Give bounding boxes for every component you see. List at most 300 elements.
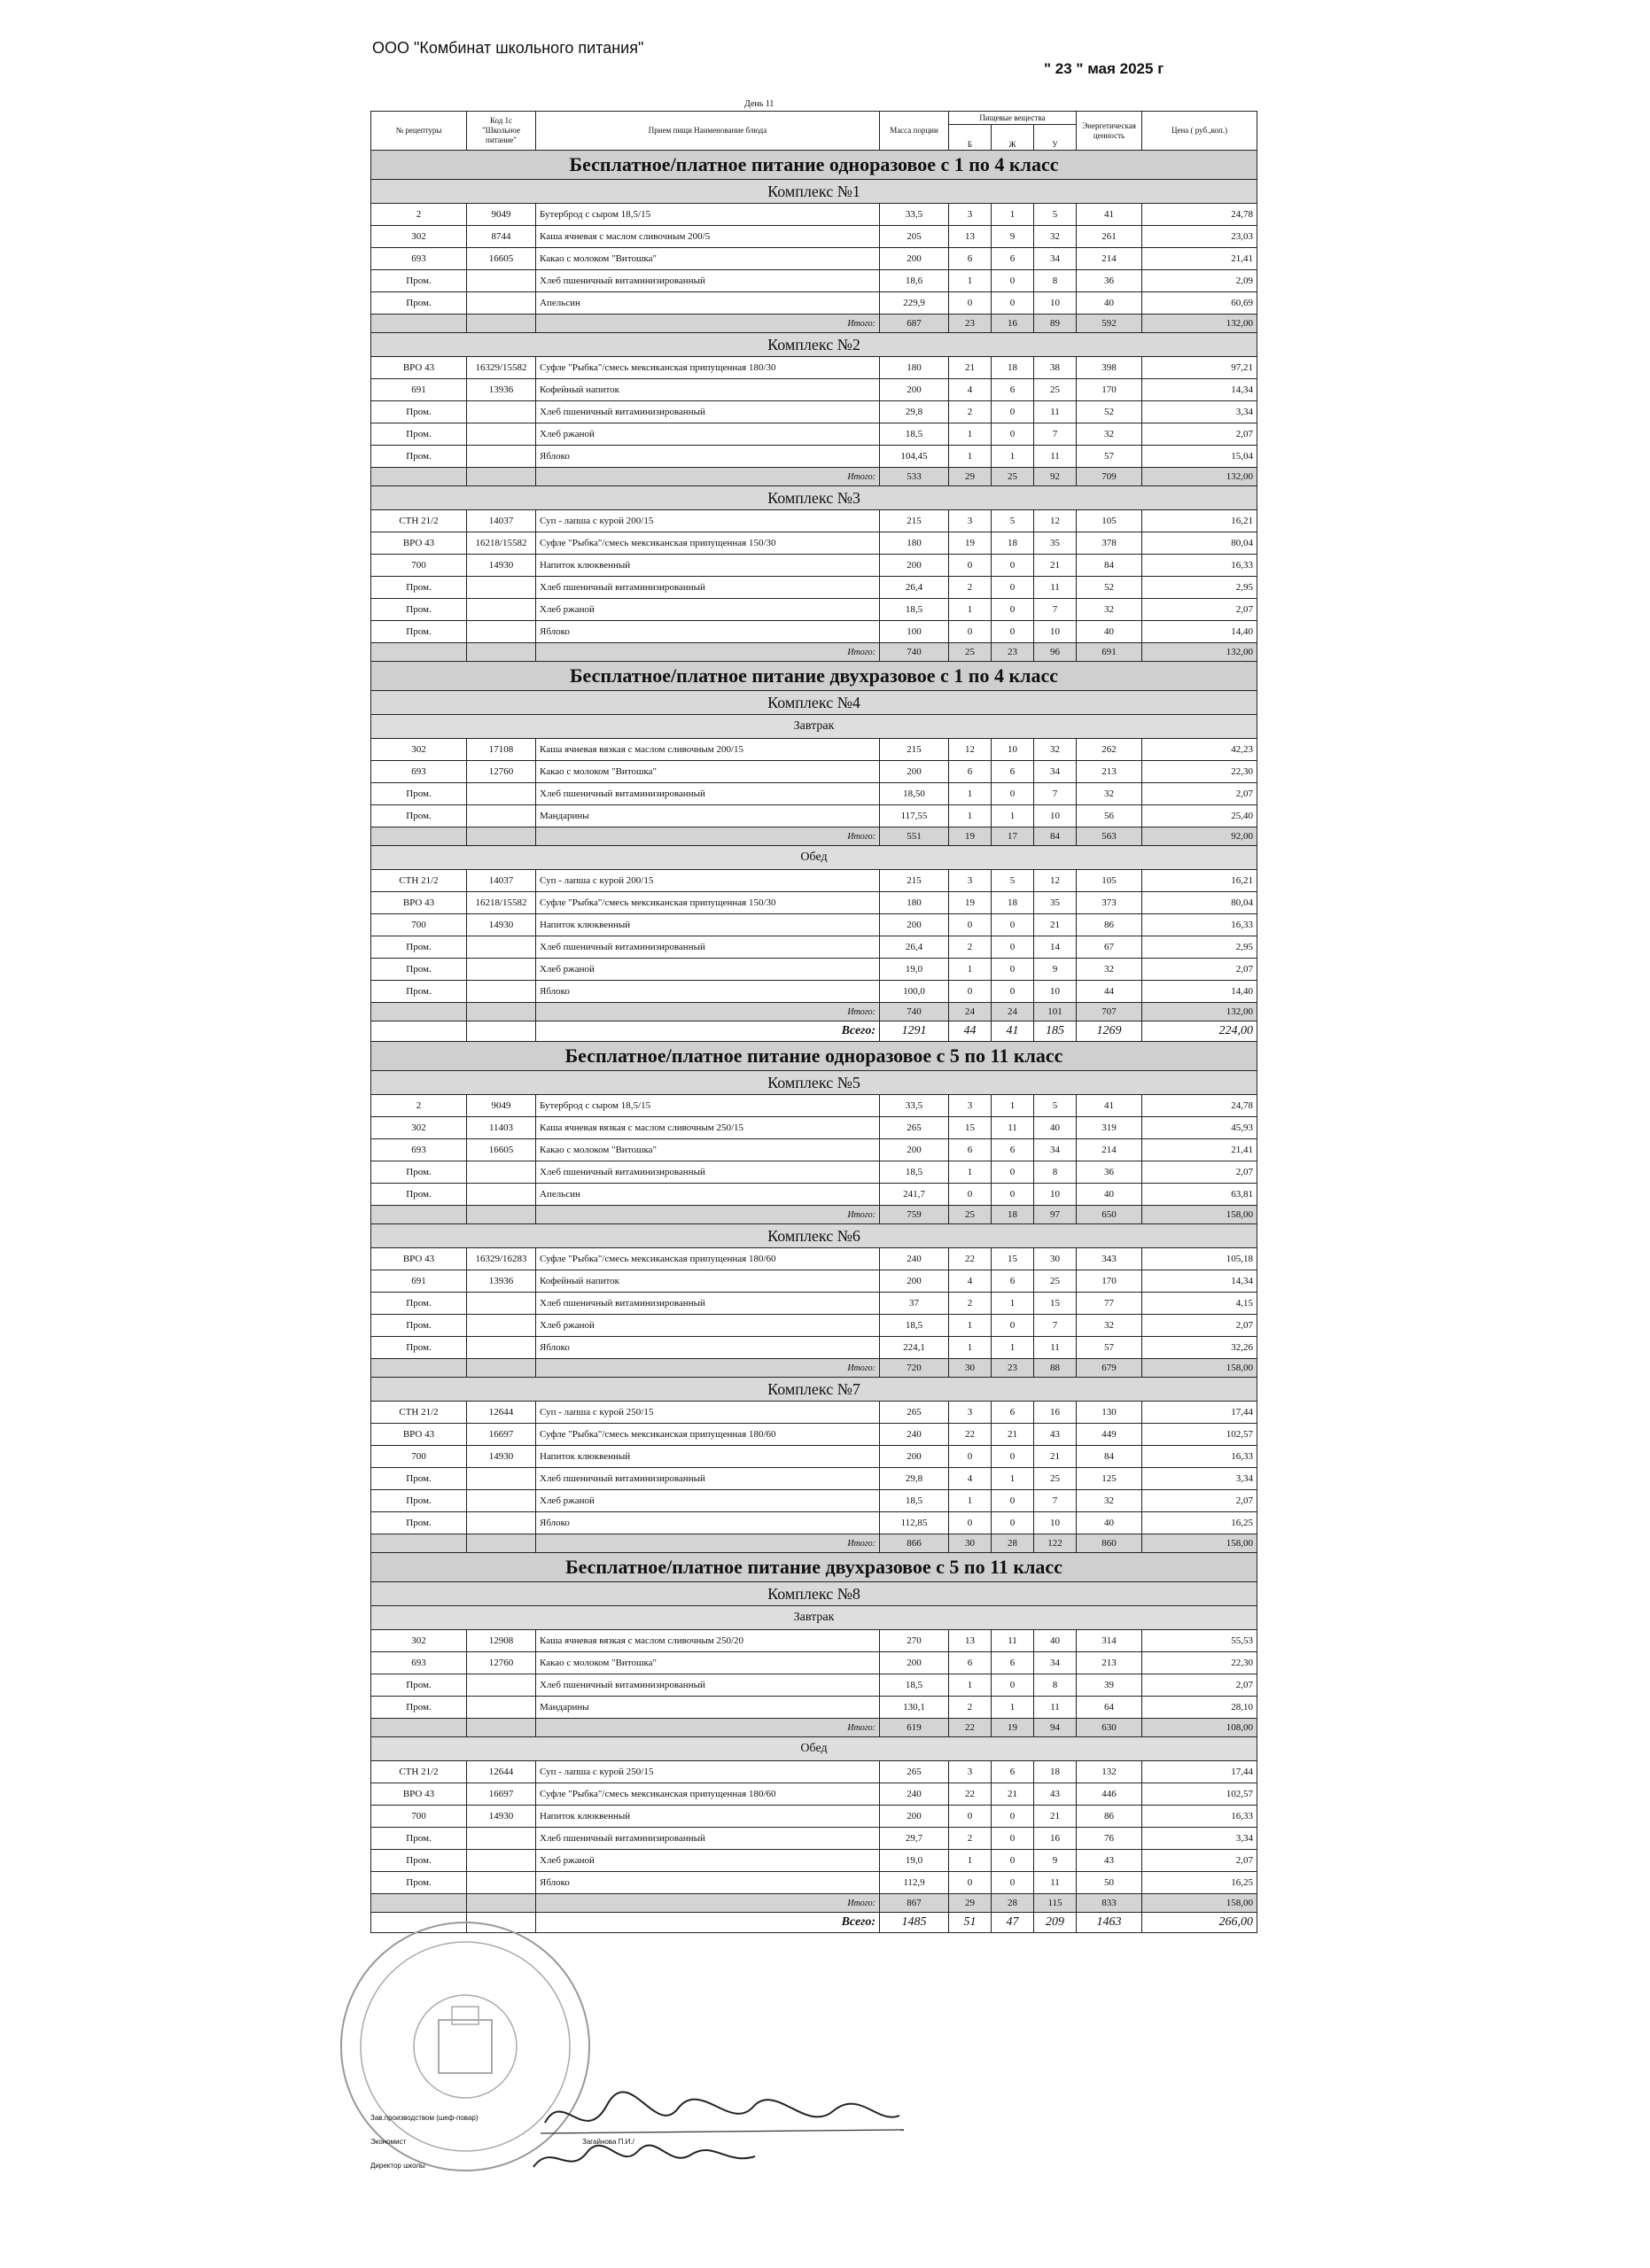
energy-cell: 125 <box>1077 1468 1142 1490</box>
table-row <box>371 1490 1257 1512</box>
grand-protein: 44 <box>949 1021 992 1042</box>
table-row <box>371 379 1257 401</box>
fat-cell: 21 <box>992 1783 1034 1806</box>
complex-title: Комплекс №3 <box>371 486 1257 510</box>
total-protein: 29 <box>949 1894 992 1913</box>
dish-cell: Напиток клюквенный <box>536 914 880 936</box>
code-cell: 16218/15582 <box>467 892 536 914</box>
fat-cell: 1 <box>992 1095 1034 1117</box>
energy-cell: 52 <box>1077 401 1142 423</box>
carb-cell: 34 <box>1034 1139 1077 1161</box>
table-row <box>371 555 1257 577</box>
protein-cell: 12 <box>949 739 992 761</box>
fat-cell: 21 <box>992 1424 1034 1446</box>
protein-cell: 15 <box>949 1117 992 1139</box>
header-mass: Масса порции <box>880 112 949 151</box>
table-row <box>371 510 1257 532</box>
fat-cell: 18 <box>992 892 1034 914</box>
protein-cell: 13 <box>949 226 992 248</box>
protein-cell: 4 <box>949 1468 992 1490</box>
complex-row <box>371 691 1257 715</box>
fat-cell: 0 <box>992 423 1034 446</box>
handwritten-signatures <box>523 2080 922 2178</box>
recipe-cell: 691 <box>371 1270 467 1293</box>
mass-cell: 37 <box>880 1293 949 1315</box>
recipe-cell: Пром. <box>371 270 467 292</box>
energy-cell: 36 <box>1077 270 1142 292</box>
protein-cell: 1 <box>949 1850 992 1872</box>
protein-cell: 0 <box>949 1872 992 1894</box>
section-title: Бесплатное/платное питание двухразовое с 1 по 4 класс <box>371 662 1257 691</box>
price-cell: 14,34 <box>1142 1270 1257 1293</box>
mass-cell: 205 <box>880 226 949 248</box>
table-row <box>371 1117 1257 1139</box>
footer-director-label: Директор школы <box>370 2162 425 2170</box>
mass-cell: 19,0 <box>880 1850 949 1872</box>
protein-cell: 6 <box>949 248 992 270</box>
section-title: Бесплатное/платное питание одноразовое с 5 по 11 класс <box>371 1042 1257 1071</box>
code-cell: 9049 <box>467 204 536 226</box>
code-cell <box>467 1468 536 1490</box>
price-cell: 16,21 <box>1142 510 1257 532</box>
total-row <box>371 827 1257 846</box>
total-protein: 25 <box>949 1206 992 1224</box>
protein-cell: 2 <box>949 577 992 599</box>
carb-cell: 25 <box>1034 1468 1077 1490</box>
protein-cell: 6 <box>949 1652 992 1674</box>
code-cell <box>467 936 536 959</box>
mass-cell: 215 <box>880 870 949 892</box>
total-energy: 709 <box>1077 468 1142 486</box>
energy-cell: 398 <box>1077 357 1142 379</box>
table-row <box>371 783 1257 805</box>
energy-cell: 40 <box>1077 1184 1142 1206</box>
energy-cell: 213 <box>1077 761 1142 783</box>
recipe-cell: СТН 21/2 <box>371 870 467 892</box>
dish-cell: Хлеб пшеничный витаминизированный <box>536 936 880 959</box>
protein-cell: 6 <box>949 1139 992 1161</box>
code-cell: 16697 <box>467 1783 536 1806</box>
fat-cell: 9 <box>992 226 1034 248</box>
energy-cell: 52 <box>1077 577 1142 599</box>
complex-row <box>371 333 1257 357</box>
table-row <box>371 248 1257 270</box>
price-cell: 2,07 <box>1142 599 1257 621</box>
recipe-cell: ВРО 43 <box>371 1424 467 1446</box>
total-carb: 101 <box>1034 1003 1077 1021</box>
protein-cell: 0 <box>949 1446 992 1468</box>
recipe-cell: ВРО 43 <box>371 357 467 379</box>
grand-energy: 1269 <box>1077 1021 1142 1042</box>
organization-name: ООО "Комбинат школьного питания" <box>372 39 644 57</box>
fat-cell: 1 <box>992 1293 1034 1315</box>
code-cell: 12644 <box>467 1761 536 1783</box>
fat-cell: 0 <box>992 270 1034 292</box>
fat-cell: 6 <box>992 379 1034 401</box>
table-row <box>371 270 1257 292</box>
mass-cell: 224,1 <box>880 1337 949 1359</box>
energy-cell: 170 <box>1077 1270 1142 1293</box>
table-row <box>371 870 1257 892</box>
dish-cell: Хлеб ржаной <box>536 423 880 446</box>
total-mass: 720 <box>880 1359 949 1378</box>
protein-cell: 0 <box>949 1184 992 1206</box>
mass-cell: 180 <box>880 357 949 379</box>
energy-cell: 261 <box>1077 226 1142 248</box>
energy-cell: 41 <box>1077 204 1142 226</box>
table-row <box>371 292 1257 315</box>
price-cell: 4,15 <box>1142 1293 1257 1315</box>
price-cell: 17,44 <box>1142 1402 1257 1424</box>
total-row <box>371 1003 1257 1021</box>
recipe-cell: 302 <box>371 1630 467 1652</box>
dish-cell: Хлеб пшеничный витаминизированный <box>536 270 880 292</box>
carb-cell: 8 <box>1034 270 1077 292</box>
total-energy: 860 <box>1077 1534 1142 1553</box>
recipe-cell: Пром. <box>371 1490 467 1512</box>
total-price: 132,00 <box>1142 1003 1257 1021</box>
fat-cell: 15 <box>992 1248 1034 1270</box>
protein-cell: 1 <box>949 446 992 468</box>
energy-cell: 170 <box>1077 379 1142 401</box>
total-label: Итого: <box>536 315 880 333</box>
total-price: 158,00 <box>1142 1206 1257 1224</box>
protein-cell: 19 <box>949 892 992 914</box>
recipe-cell: Пром. <box>371 783 467 805</box>
energy-cell: 132 <box>1077 1761 1142 1783</box>
energy-cell: 446 <box>1077 1783 1142 1806</box>
recipe-cell: 700 <box>371 914 467 936</box>
price-cell: 16,33 <box>1142 1806 1257 1828</box>
dish-cell: Яблоко <box>536 1337 880 1359</box>
fat-cell: 0 <box>992 1674 1034 1697</box>
table-row <box>371 959 1257 981</box>
grand-price: 224,00 <box>1142 1021 1257 1042</box>
fat-cell: 10 <box>992 739 1034 761</box>
fat-cell: 0 <box>992 577 1034 599</box>
total-label: Итого: <box>536 1894 880 1913</box>
protein-cell: 1 <box>949 959 992 981</box>
protein-cell: 0 <box>949 914 992 936</box>
dish-cell: Хлеб пшеничный витаминизированный <box>536 1828 880 1850</box>
energy-cell: 130 <box>1077 1402 1142 1424</box>
code-cell: 12908 <box>467 1630 536 1652</box>
energy-cell: 50 <box>1077 1872 1142 1894</box>
carb-cell: 8 <box>1034 1161 1077 1184</box>
total-carb: 89 <box>1034 315 1077 333</box>
protein-cell: 3 <box>949 870 992 892</box>
fat-cell: 0 <box>992 401 1034 423</box>
document-date: " 23 " мая 2025 г <box>1044 60 1164 77</box>
carb-cell: 11 <box>1034 1337 1077 1359</box>
protein-cell: 0 <box>949 1512 992 1534</box>
fat-cell: 0 <box>992 783 1034 805</box>
meal-row <box>371 715 1257 739</box>
carb-cell: 12 <box>1034 510 1077 532</box>
complex-title: Комплекс №8 <box>371 1582 1257 1606</box>
protein-cell: 1 <box>949 1315 992 1337</box>
section-title: Бесплатное/платное питание одноразовое с 1 по 4 класс <box>371 151 1257 180</box>
fat-cell: 6 <box>992 761 1034 783</box>
recipe-cell: Пром. <box>371 577 467 599</box>
menu-body <box>371 151 1257 1933</box>
protein-cell: 3 <box>949 510 992 532</box>
dish-cell: Яблоко <box>536 446 880 468</box>
dish-cell: Каша ячневая вязкая с маслом сливочным 250/20 <box>536 1630 880 1652</box>
table-row <box>371 1095 1257 1117</box>
complex-title: Комплекс №7 <box>371 1378 1257 1402</box>
fat-cell: 0 <box>992 1446 1034 1468</box>
code-cell: 13936 <box>467 1270 536 1293</box>
total-label: Итого: <box>536 1719 880 1737</box>
code-cell <box>467 1850 536 1872</box>
dish-cell: Хлеб ржаной <box>536 959 880 981</box>
carb-cell: 11 <box>1034 1697 1077 1719</box>
recipe-cell: Пром. <box>371 599 467 621</box>
carb-cell: 7 <box>1034 599 1077 621</box>
total-energy: 679 <box>1077 1359 1142 1378</box>
mass-cell: 18,5 <box>880 1161 949 1184</box>
fat-cell: 11 <box>992 1630 1034 1652</box>
table-row <box>371 1248 1257 1270</box>
complex-row <box>371 1224 1257 1248</box>
protein-cell: 2 <box>949 1828 992 1850</box>
recipe-cell: ВРО 43 <box>371 892 467 914</box>
recipe-cell: 700 <box>371 1446 467 1468</box>
code-cell <box>467 1315 536 1337</box>
complex-row <box>371 486 1257 510</box>
table-row <box>371 1850 1257 1872</box>
carb-cell: 43 <box>1034 1424 1077 1446</box>
mass-cell: 265 <box>880 1402 949 1424</box>
recipe-cell: 302 <box>371 1117 467 1139</box>
meal-title: Обед <box>371 846 1257 870</box>
protein-cell: 4 <box>949 1270 992 1293</box>
total-energy: 691 <box>1077 643 1142 662</box>
total-fat: 25 <box>992 468 1034 486</box>
total-price: 132,00 <box>1142 315 1257 333</box>
carb-cell: 34 <box>1034 1652 1077 1674</box>
recipe-cell: Пром. <box>371 401 467 423</box>
table-row <box>371 1468 1257 1490</box>
table-row <box>371 1697 1257 1719</box>
section-banner <box>371 1042 1257 1071</box>
code-cell <box>467 621 536 643</box>
fat-cell: 0 <box>992 1490 1034 1512</box>
section-title: Бесплатное/платное питание двухразовое с 5 по 11 класс <box>371 1553 1257 1582</box>
recipe-cell: ВРО 43 <box>371 532 467 555</box>
table-row <box>371 621 1257 643</box>
protein-cell: 4 <box>949 379 992 401</box>
mass-cell: 200 <box>880 1806 949 1828</box>
carb-cell: 10 <box>1034 981 1077 1003</box>
carb-cell: 21 <box>1034 1446 1077 1468</box>
code-cell <box>467 1184 536 1206</box>
fat-cell: 0 <box>992 1850 1034 1872</box>
price-cell: 3,34 <box>1142 1468 1257 1490</box>
mass-cell: 180 <box>880 892 949 914</box>
table-row <box>371 1783 1257 1806</box>
price-cell: 60,69 <box>1142 292 1257 315</box>
fat-cell: 0 <box>992 621 1034 643</box>
energy-cell: 86 <box>1077 1806 1142 1828</box>
dish-cell: Суфле "Рыбка"/смесь мексиканская припущенная 180/60 <box>536 1783 880 1806</box>
protein-cell: 3 <box>949 204 992 226</box>
total-price: 132,00 <box>1142 468 1257 486</box>
dish-cell: Каша ячневая с маслом сливочным 200/5 <box>536 226 880 248</box>
dish-cell: Какао с молоком "Витошка" <box>536 248 880 270</box>
protein-cell: 1 <box>949 1490 992 1512</box>
protein-cell: 1 <box>949 1674 992 1697</box>
code-cell: 14037 <box>467 510 536 532</box>
dish-cell: Хлеб пшеничный витаминизированный <box>536 1293 880 1315</box>
grand-protein: 51 <box>949 1913 992 1933</box>
protein-cell: 1 <box>949 1337 992 1359</box>
recipe-cell: Пром. <box>371 1161 467 1184</box>
fat-cell: 1 <box>992 1697 1034 1719</box>
price-cell: 14,34 <box>1142 379 1257 401</box>
total-price: 158,00 <box>1142 1534 1257 1553</box>
fat-cell: 1 <box>992 446 1034 468</box>
total-carb: 88 <box>1034 1359 1077 1378</box>
code-cell <box>467 959 536 981</box>
price-cell: 16,25 <box>1142 1512 1257 1534</box>
mass-cell: 112,9 <box>880 1872 949 1894</box>
energy-cell: 44 <box>1077 981 1142 1003</box>
fat-cell: 6 <box>992 1402 1034 1424</box>
carb-cell: 8 <box>1034 1674 1077 1697</box>
fat-cell: 6 <box>992 248 1034 270</box>
table-row <box>371 761 1257 783</box>
energy-cell: 32 <box>1077 1490 1142 1512</box>
recipe-cell: Пром. <box>371 1872 467 1894</box>
total-energy: 592 <box>1077 315 1142 333</box>
total-protein: 25 <box>949 643 992 662</box>
price-cell: 105,18 <box>1142 1248 1257 1270</box>
carb-cell: 11 <box>1034 1872 1077 1894</box>
code-cell: 8744 <box>467 226 536 248</box>
recipe-cell: 2 <box>371 204 467 226</box>
price-cell: 24,78 <box>1142 1095 1257 1117</box>
price-cell: 63,81 <box>1142 1184 1257 1206</box>
fat-cell: 0 <box>992 1512 1034 1534</box>
carb-cell: 16 <box>1034 1402 1077 1424</box>
carb-cell: 12 <box>1034 870 1077 892</box>
table-row <box>371 1402 1257 1424</box>
carb-cell: 30 <box>1034 1248 1077 1270</box>
dish-cell: Хлеб пшеничный витаминизированный <box>536 1161 880 1184</box>
mass-cell: 200 <box>880 914 949 936</box>
recipe-cell: Пром. <box>371 959 467 981</box>
total-row <box>371 1719 1257 1737</box>
protein-cell: 0 <box>949 1806 992 1828</box>
dish-cell: Яблоко <box>536 1512 880 1534</box>
price-cell: 14,40 <box>1142 621 1257 643</box>
code-cell <box>467 1674 536 1697</box>
energy-cell: 67 <box>1077 936 1142 959</box>
dish-cell: Кофейный напиток <box>536 1270 880 1293</box>
table-row <box>371 936 1257 959</box>
table-row <box>371 1806 1257 1828</box>
total-fat: 19 <box>992 1719 1034 1737</box>
fat-cell: 6 <box>992 1139 1034 1161</box>
total-fat: 18 <box>992 1206 1034 1224</box>
code-cell: 14930 <box>467 1806 536 1828</box>
energy-cell: 40 <box>1077 621 1142 643</box>
table-row <box>371 1270 1257 1293</box>
total-mass: 740 <box>880 643 949 662</box>
price-cell: 2,07 <box>1142 1490 1257 1512</box>
fat-cell: 18 <box>992 357 1034 379</box>
total-carb: 115 <box>1034 1894 1077 1913</box>
dish-cell: Суп - лапша с курой 200/15 <box>536 870 880 892</box>
carb-cell: 11 <box>1034 577 1077 599</box>
fat-cell: 0 <box>992 292 1034 315</box>
total-mass: 533 <box>880 468 949 486</box>
protein-cell: 1 <box>949 599 992 621</box>
protein-cell: 2 <box>949 1293 992 1315</box>
total-fat: 23 <box>992 643 1034 662</box>
dish-cell: Какао с молоком "Витошка" <box>536 761 880 783</box>
table-row <box>371 532 1257 555</box>
protein-cell: 1 <box>949 783 992 805</box>
mass-cell: 18,5 <box>880 1315 949 1337</box>
code-cell <box>467 401 536 423</box>
code-cell: 12760 <box>467 761 536 783</box>
price-cell: 102,57 <box>1142 1783 1257 1806</box>
total-energy: 650 <box>1077 1206 1142 1224</box>
dish-cell: Напиток клюквенный <box>536 1806 880 1828</box>
carb-cell: 14 <box>1034 936 1077 959</box>
total-fat: 28 <box>992 1894 1034 1913</box>
total-energy: 630 <box>1077 1719 1142 1737</box>
carb-cell: 5 <box>1034 1095 1077 1117</box>
carb-cell: 21 <box>1034 914 1077 936</box>
carb-cell: 18 <box>1034 1761 1077 1783</box>
price-cell: 97,21 <box>1142 357 1257 379</box>
protein-cell: 0 <box>949 981 992 1003</box>
mass-cell: 240 <box>880 1424 949 1446</box>
total-protein: 23 <box>949 315 992 333</box>
fat-cell: 5 <box>992 510 1034 532</box>
dish-cell: Бутерброд с сыром 18,5/15 <box>536 1095 880 1117</box>
mass-cell: 200 <box>880 1139 949 1161</box>
energy-cell: 262 <box>1077 739 1142 761</box>
total-price: 158,00 <box>1142 1894 1257 1913</box>
price-cell: 17,44 <box>1142 1761 1257 1783</box>
code-cell <box>467 805 536 827</box>
recipe-cell: Пром. <box>371 446 467 468</box>
mass-cell: 200 <box>880 248 949 270</box>
carb-cell: 32 <box>1034 226 1077 248</box>
price-cell: 2,95 <box>1142 577 1257 599</box>
energy-cell: 84 <box>1077 1446 1142 1468</box>
complex-title: Комплекс №6 <box>371 1224 1257 1248</box>
table-row <box>371 357 1257 379</box>
table-row <box>371 914 1257 936</box>
price-cell: 45,93 <box>1142 1117 1257 1139</box>
table-row <box>371 446 1257 468</box>
energy-cell: 343 <box>1077 1248 1142 1270</box>
mass-cell: 100,0 <box>880 981 949 1003</box>
code-cell: 16605 <box>467 1139 536 1161</box>
fat-cell: 0 <box>992 959 1034 981</box>
energy-cell: 105 <box>1077 510 1142 532</box>
section-banner <box>371 151 1257 180</box>
meal-title: Завтрак <box>371 715 1257 739</box>
protein-cell: 6 <box>949 761 992 783</box>
recipe-cell: Пром. <box>371 936 467 959</box>
